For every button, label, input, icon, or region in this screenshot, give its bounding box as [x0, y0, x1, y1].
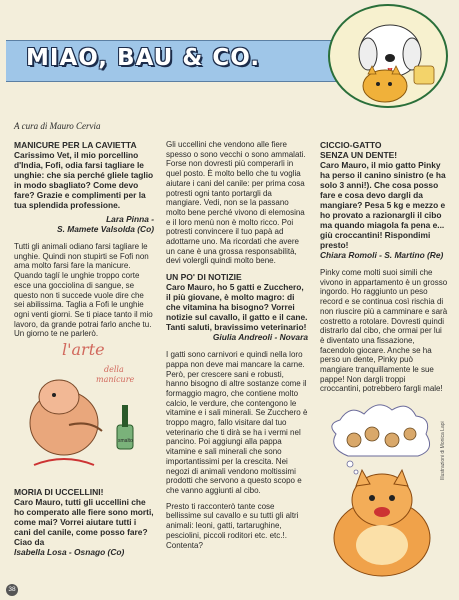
- illustration-caption: manicure: [96, 375, 135, 385]
- question-text: Caro Mauro, il mio gatto Pinky ha perso il canino sinistro (e ha solo 3 anni!). Che cosa posso fare e cosa devo dargli da mangiare? Pesa 5 kg e mezzo e ho provato a razionargli il cibo ma quando miagola fa pena e... giù croccantini! Rispondimi presto!: [320, 160, 446, 250]
- question-title: SENZA UN DENTE!: [320, 150, 398, 160]
- column-3: [320, 140, 448, 580]
- question-title: MORIA DI UCCELLINI!: [14, 487, 104, 498]
- question-text: Caro Mauro, ho 5 gatti e Zucchero, il più giovane, è molto magro: di che vitamina ha bisogno? Vorrei notizie sul cavallo, il gatto e il cane. Tanti saluti, bravissimo veterinario!: [166, 282, 308, 333]
- answer-text: Gli uccellini che vendono alle fiere spesso o sono vecchi o sono ammalati. Forse non dovresti più comperarli in quel posto. È molto bello che tu voglia aiutare i cani del canile: per prima cosa potresti ogni tanto portargli da mangiare. Vedi, non se la passano molto bene perché vivono di elemosina e il loro menù non è molto ricco. Poi potresti convincere il tuo papà ad adottarne uno. Ma ricordati che avere un cane è una grossa responsabilità, devi volergli quindi molto bene.: [166, 140, 306, 266]
- illustration-credit: Illustrazioni di Monica Lapi: [440, 421, 446, 480]
- answer-text: Presto ti racconterò tante cose bellissime sul cavallo e su tutti gli altri animali: leoni, gatti, tartarughine, pesciolini, piccoli roditori etc. etc.!. Contenta?: [166, 501, 299, 550]
- question-title: CICCIO-GATTO: [320, 140, 382, 150]
- illustration-caption: della: [104, 365, 124, 375]
- question-text: Carissimo Vet, il mio porcellino d'India, Fofi, odia farsi tagliare le unghie: che sia perché gliele taglio in modo sbagliato? Come devo fare? Grazie e complimenti per la tua splendida professione.: [14, 150, 154, 210]
- column-2: [166, 140, 308, 556]
- column-1: [14, 140, 154, 565]
- answer-text: Pinky come molti suoi simili che vivono in appartamento è un grosso ingordo. Ho raggiunto un peso record e se continua così rischia di non riuscire più a camminare e sarà costretto a rotolare. Dovresti quindi distrarlo dal cibo, che ormai per lui è diventato una fissazione, facendolo giocare. Anche se ha perso un dente, Pinky può mangiare tranquillamente le sue pappe! Non dargli troppi croccantini, potrebbero fargli male!: [320, 268, 448, 394]
- bottle-label: smalto: [118, 438, 133, 445]
- signature-name: Lara Pinna -: [106, 214, 154, 224]
- title-banner: [6, 40, 343, 82]
- dog-cat-badge-illustration: [328, 4, 448, 108]
- page-number: 38: [6, 584, 18, 596]
- page-title: MIAO, BAU & CO.: [26, 45, 261, 71]
- dog-cat-icon: [330, 6, 446, 106]
- question-title: MANICURE PER LA CAVIETTA: [14, 140, 137, 150]
- signature: Isabella Losa - Osnago (Co): [14, 547, 125, 558]
- guinea-pig-manicure-icon: [14, 340, 154, 473]
- answer-text: I gatti sono carnivori e quindi nella loro pappa non deve mai mancare la carne. Però, per crescere sani e robusti, hanno bisogno di altre sostanze come il formaggio magro, che contiene molto calcio, le verdure, che contengono le vitamine e i sali minerali. Se Zucchero è troppo magro, fallo visitare dal tuo veterinario che ti dirà se ha i vermi nel pancino. Poi aggiungi alla pappa vitamine e sali minerali che sono importantissimi per la crescita. Nei negozi di animali vendono moltissimi prodotti che servono a questo scopo e che vanno aggiunti al cibo.: [166, 350, 308, 495]
- manicure-illustration: [14, 340, 154, 473]
- fat-cat-illustration: [320, 400, 448, 580]
- illustration-caption: l'arte: [62, 340, 105, 360]
- answer-text: Tutti gli animali odiano farsi tagliare le unghie. Quindi non stupirti se Fofi non ama molto farsi fare la manicure. Quando taglí le unghie troppo corte esce una gocciolina di sangue, se questo non ti succede vuole dire che sei abilissima. Taglia a Fofi le unghie ogni venti giorni. Se ti piace tanto il mio lavoro, da grande potrai farlo anche tu. Un giorno te ne parlerò.: [14, 242, 153, 339]
- question-text: Caro Mauro, tutti gli uccellini che ho comperato alle fiere sono morti, come mai? Vorrei aiutare tutti i cani del canile, come posso fare? Ciao da: [14, 497, 154, 548]
- signature: Giulia Andreoli - Novara: [212, 332, 308, 343]
- signature: Chiara Romoli - S. Martino (Re): [320, 250, 444, 260]
- author-line: A cura di Mauro Cervia: [14, 121, 101, 131]
- signature-place: S. Mamete Valsolda (Co): [57, 224, 154, 234]
- question-title: UN PO' DI NOTIZIE: [166, 272, 242, 283]
